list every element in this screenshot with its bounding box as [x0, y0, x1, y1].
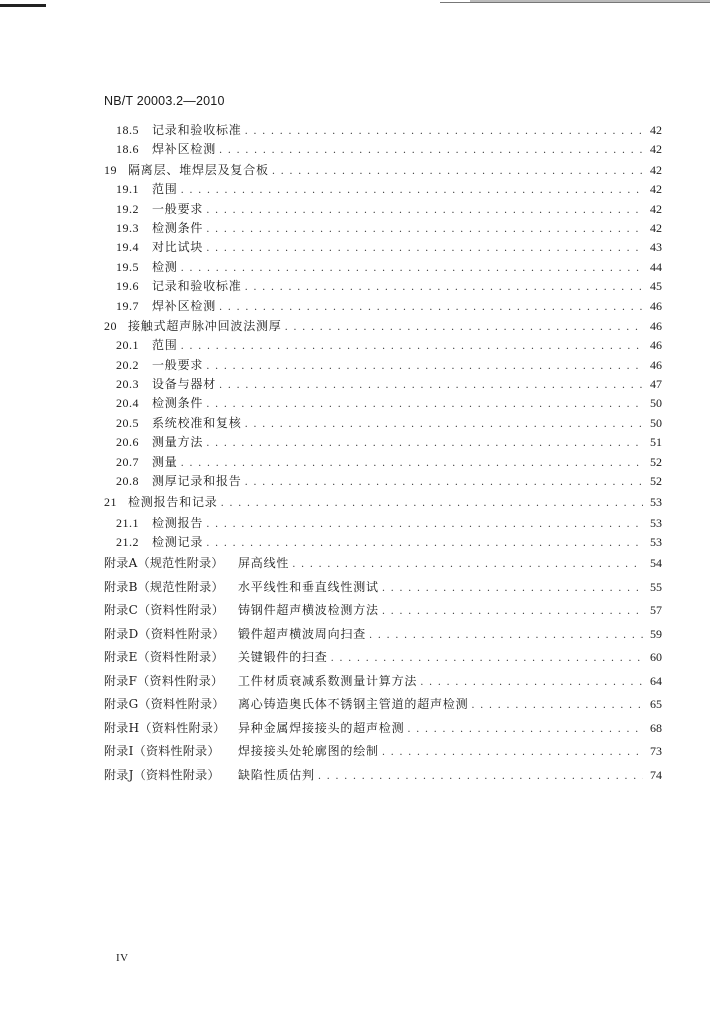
- entry-title: 水平线性和垂直线性测试: [238, 579, 379, 594]
- dot-leader: [285, 318, 643, 338]
- page-number: 50: [650, 415, 662, 430]
- dot-leader: [245, 473, 643, 492]
- toc-section-entry[interactable]: [0, 121, 710, 140]
- dot-leader: [471, 694, 643, 718]
- toc-section-entry[interactable]: [0, 533, 710, 552]
- dot-leader: [382, 741, 643, 765]
- page-number: 52: [650, 454, 662, 469]
- toc-entry-line: [104, 646, 662, 671]
- toc-chapter-entry[interactable]: [0, 160, 710, 180]
- toc-section-entry[interactable]: [0, 375, 710, 394]
- appendix-label: 附录J（资料性附录）: [104, 767, 220, 782]
- dot-leader: [206, 515, 643, 534]
- toc-section-entry[interactable]: [0, 277, 710, 296]
- page-number: 65: [650, 697, 662, 712]
- dot-leader: [206, 201, 643, 220]
- entry-title: 铸钢件超声横波检测方法: [238, 603, 379, 618]
- section-number: 19.7: [116, 298, 139, 313]
- page-number: 46: [650, 298, 662, 313]
- appendix-label: 附录B（规范性附录）: [104, 579, 224, 594]
- toc-entry-line: [104, 160, 662, 182]
- entry-title: 记录和验收标准: [152, 279, 242, 294]
- entry-title: 范围: [152, 338, 178, 353]
- page-number: 68: [650, 720, 662, 735]
- toc-section-entry[interactable]: [0, 140, 710, 159]
- section-number: 19: [104, 162, 117, 177]
- entry-title: 检测报告和记录: [128, 495, 218, 510]
- section-number: 20.6: [116, 435, 139, 450]
- dot-leader: [219, 376, 643, 395]
- toc-entry-line: [116, 258, 662, 278]
- dot-leader: [206, 220, 643, 239]
- page-number: 74: [650, 767, 662, 782]
- appendix-label: 附录C（资料性附录）: [104, 603, 225, 618]
- toc-section-entry[interactable]: [0, 180, 710, 199]
- section-number: 21.1: [116, 515, 139, 530]
- toc-entry-line: [116, 375, 662, 395]
- toc-appendix-entry[interactable]: [0, 576, 710, 600]
- section-number: 20.2: [116, 357, 139, 372]
- entry-title: 检测条件: [152, 220, 204, 235]
- dot-leader: [407, 718, 643, 742]
- entry-title: 工件材质衰减系数测量计算方法: [238, 673, 418, 688]
- entry-title: 检测记录: [152, 534, 204, 549]
- entry-title: 一般要求: [152, 201, 204, 216]
- dot-leader: [206, 395, 643, 414]
- toc-section-entry[interactable]: [0, 219, 710, 238]
- dot-leader: [272, 162, 643, 182]
- toc-entry-line: [116, 297, 662, 317]
- toc-section-entry[interactable]: [0, 297, 710, 316]
- entry-title: 屏高线性: [238, 556, 290, 571]
- section-number: 21.2: [116, 534, 139, 549]
- page-number: 53: [650, 515, 662, 530]
- section-number: 20.8: [116, 474, 139, 489]
- appendix-label: 附录D（资料性附录）: [104, 626, 225, 641]
- dot-leader: [331, 647, 643, 671]
- toc-entry-line: [116, 277, 662, 297]
- standard-code: NB/T 20003.2—2010: [104, 94, 225, 108]
- toc-appendix-entry[interactable]: [0, 717, 710, 741]
- toc-appendix-entry[interactable]: [0, 670, 710, 694]
- toc-section-entry[interactable]: [0, 433, 710, 452]
- dot-leader: [318, 765, 643, 789]
- toc-entry-line: [104, 491, 662, 515]
- dot-leader: [206, 434, 643, 453]
- toc-entry-line: [116, 180, 662, 200]
- section-number: 20.1: [116, 338, 139, 353]
- scan-edge-marks: [0, 0, 710, 14]
- entry-title: 离心铸造奥氏体不锈钢主管道的超声检测: [238, 697, 469, 712]
- toc-entry-line: [116, 219, 662, 239]
- toc-entry-line: [116, 453, 662, 473]
- toc-entry-line: [116, 472, 662, 492]
- dot-leader: [245, 415, 643, 434]
- section-number: 20: [104, 318, 117, 333]
- entry-title: 系统校准和复核: [152, 415, 242, 430]
- toc-appendix-entry[interactable]: [0, 646, 710, 670]
- page-number: 47: [650, 377, 662, 392]
- page-number: 42: [650, 162, 662, 177]
- entry-title: 测量: [152, 454, 178, 469]
- section-number: 19.1: [116, 182, 139, 197]
- page-number: 46: [650, 318, 662, 333]
- entry-title: 缺陷性质估判: [238, 767, 315, 782]
- dot-leader: [245, 278, 643, 297]
- toc-appendix-entry[interactable]: [0, 764, 710, 788]
- toc-appendix-entry[interactable]: [0, 552, 710, 576]
- toc-entry-line: [116, 238, 662, 258]
- page-folio: IV: [116, 952, 129, 964]
- page-number: 45: [650, 279, 662, 294]
- page-number: 42: [650, 123, 662, 137]
- page-number: 42: [650, 182, 662, 197]
- section-number: 20.3: [116, 377, 139, 392]
- toc-entry-line: [104, 670, 662, 695]
- entry-title: 异种金属焊接接头的超声检测: [238, 720, 405, 735]
- page-number: 43: [650, 240, 662, 255]
- dot-leader: [181, 181, 643, 200]
- dot-leader: [206, 534, 643, 553]
- toc-appendix-entry[interactable]: [0, 693, 710, 717]
- toc-entry-line: [116, 336, 662, 356]
- dot-leader: [420, 671, 643, 695]
- appendix-label: 附录F（资料性附录）: [104, 673, 224, 688]
- toc-entry-line: [104, 552, 662, 577]
- section-number: 21: [104, 495, 117, 510]
- section-number: 19.4: [116, 240, 139, 255]
- dot-leader: [181, 454, 643, 473]
- section-number: 19.3: [116, 220, 139, 235]
- section-number: 19.2: [116, 201, 139, 216]
- entry-title: 设备与器材: [152, 377, 217, 392]
- section-number: 20.5: [116, 415, 139, 430]
- section-number: 20.7: [116, 454, 139, 469]
- toc-entry-line: [116, 140, 662, 160]
- dot-leader: [221, 493, 643, 515]
- dot-leader: [292, 553, 643, 577]
- entry-title: 测厚记录和报告: [152, 474, 242, 489]
- entry-title: 一般要求: [152, 357, 204, 372]
- entry-title: 隔离层、堆焊层及复合板: [128, 162, 269, 177]
- toc-appendix-entry[interactable]: [0, 599, 710, 623]
- appendix-label: 附录A（规范性附录）: [104, 556, 224, 571]
- entry-title: 对比试块: [152, 240, 204, 255]
- section-number: 18.6: [116, 142, 139, 157]
- toc-entry-line: [104, 316, 662, 338]
- entry-title: 测量方法: [152, 435, 204, 450]
- section-number: 18.5: [116, 123, 139, 137]
- toc-section-entry[interactable]: [0, 238, 710, 257]
- toc-section-entry[interactable]: [0, 200, 710, 219]
- page-number: 42: [650, 142, 662, 157]
- page-number: 54: [650, 556, 662, 571]
- page-number: 46: [650, 357, 662, 372]
- entry-title: 关键锻件的扫查: [238, 650, 328, 665]
- scan-mark-left: [0, 4, 46, 7]
- toc-section-entry[interactable]: [0, 394, 710, 413]
- section-number: 20.4: [116, 396, 139, 411]
- entry-title: 检测条件: [152, 396, 204, 411]
- page-number: 53: [650, 534, 662, 549]
- entry-title: 焊补区检测: [152, 142, 217, 157]
- toc-entry-line: [116, 356, 662, 376]
- toc-chapter-entry[interactable]: [0, 491, 710, 513]
- dot-leader: [382, 577, 643, 601]
- toc-entry-line: [116, 121, 662, 141]
- dot-leader: [181, 337, 643, 356]
- toc-entry-line: [104, 693, 662, 718]
- toc-section-entry[interactable]: [0, 453, 710, 472]
- toc-entry-line: [116, 414, 662, 434]
- toc-section-entry[interactable]: [0, 258, 710, 277]
- toc-entry-line: [104, 576, 662, 601]
- page-number: 73: [650, 744, 662, 759]
- toc-appendix-entry[interactable]: [0, 623, 710, 647]
- dot-leader: [181, 259, 643, 278]
- entry-title: 焊补区检测: [152, 298, 217, 313]
- dot-leader: [206, 239, 643, 258]
- toc-entry-line: [116, 394, 662, 414]
- page-number: 50: [650, 396, 662, 411]
- appendix-label: 附录H（资料性附录）: [104, 720, 226, 735]
- table-of-contents: [0, 121, 710, 787]
- page-number: 51: [650, 435, 662, 450]
- dot-leader: [206, 357, 643, 376]
- page-number: 44: [650, 259, 662, 274]
- toc-entry-line: [116, 514, 662, 534]
- dot-leader: [219, 298, 643, 317]
- toc-entry-line: [104, 740, 662, 765]
- page-number: 64: [650, 673, 662, 688]
- entry-title: 记录和验收标准: [152, 123, 242, 137]
- toc-appendix-entry[interactable]: [0, 740, 710, 764]
- entry-title: 接触式超声脉冲回波法测厚: [128, 318, 282, 333]
- page-number: 60: [650, 650, 662, 665]
- toc-entry-line: [104, 599, 662, 624]
- toc-entry-line: [104, 623, 662, 648]
- appendix-label: 附录I（资料性附录）: [104, 744, 220, 759]
- toc-section-entry[interactable]: [0, 414, 710, 433]
- page-number: 42: [650, 220, 662, 235]
- toc-entry-line: [104, 717, 662, 742]
- entry-title: 焊接接头处轮廓图的绘制: [238, 744, 379, 759]
- toc-section-entry[interactable]: [0, 336, 710, 355]
- toc-entry-line: [104, 764, 662, 789]
- page-number: 42: [650, 201, 662, 216]
- toc-entry-line: [116, 433, 662, 453]
- dot-leader: [219, 141, 643, 160]
- scan-mark-right: [440, 2, 710, 3]
- entry-title: 锻件超声横波周向扫查: [238, 626, 367, 641]
- scan-mark-right-faint: [470, 0, 710, 2]
- toc-chapter-entry[interactable]: [0, 316, 710, 336]
- page-number: 57: [650, 603, 662, 618]
- entry-title: 检测报告: [152, 515, 204, 530]
- page-number: 59: [650, 626, 662, 641]
- toc-section-entry[interactable]: [0, 356, 710, 375]
- toc-section-entry[interactable]: [0, 514, 710, 533]
- dot-leader: [245, 122, 643, 141]
- toc-section-entry[interactable]: [0, 472, 710, 491]
- page-number: 52: [650, 474, 662, 489]
- section-number: 19.5: [116, 259, 139, 274]
- entry-title: 检测: [152, 259, 178, 274]
- section-number: 19.6: [116, 279, 139, 294]
- page-number: 46: [650, 338, 662, 353]
- appendix-label: 附录G（资料性附录）: [104, 697, 225, 712]
- toc-entry-line: [116, 200, 662, 220]
- dot-leader: [382, 600, 643, 624]
- dot-leader: [369, 624, 643, 648]
- appendix-label: 附录E（资料性附录）: [104, 650, 224, 665]
- page-number: 55: [650, 579, 662, 594]
- toc-entry-line: [116, 533, 662, 553]
- entry-title: 范围: [152, 182, 178, 197]
- page-number: 53: [650, 495, 662, 510]
